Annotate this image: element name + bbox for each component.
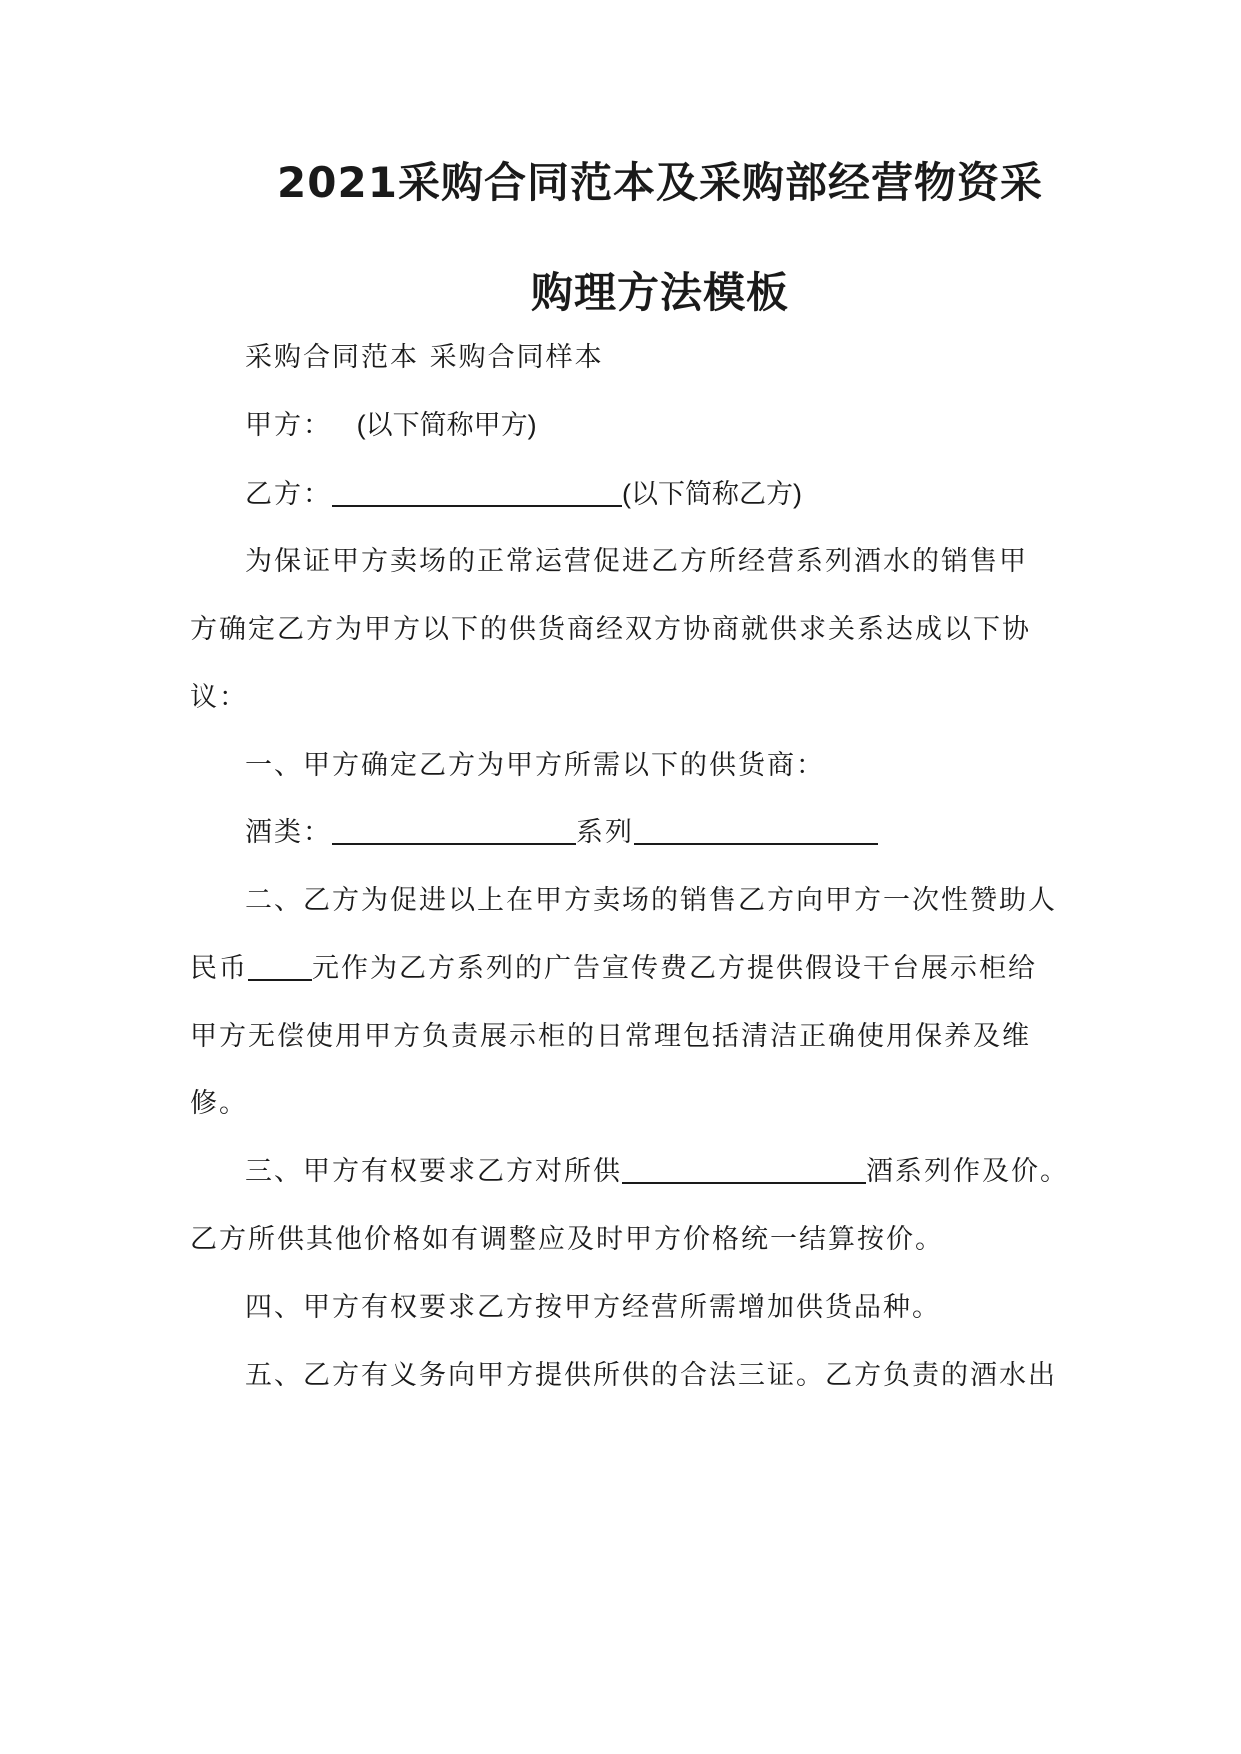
- subtitle: 采购合同范本 采购合同样本: [245, 342, 604, 373]
- clause-2-line-4: 修。: [190, 1088, 248, 1119]
- clause-3-line-2: 乙方所供其他价格如有调整应及时甲方价格统一结算按价。: [190, 1224, 944, 1255]
- party-b-suffix: (以下简称乙方): [622, 479, 802, 509]
- document-title-line-1: 2021采购合同范本及采购部经营物资采: [277, 158, 1043, 207]
- clause-2-line-1: 二、乙方为促进以上在甲方卖场的销售乙方向甲方一次性赞助人: [245, 885, 1057, 916]
- clause-3-line-1: [245, 1154, 1069, 1190]
- clause-5-line-1: 五、乙方有义务向甲方提供所供的合法三证。乙方负责的酒水出: [245, 1360, 1057, 1391]
- intro-line-2: 方确定乙方为甲方以下的供货商经双方协商就供求关系达成以下协: [190, 614, 1031, 645]
- wine-label: 酒类：: [245, 817, 332, 848]
- clause-2-line-3: 甲方无偿使用甲方负责展示柜的日常理包括清洁正确使用保养及维: [190, 1021, 1031, 1052]
- wine-blank: [332, 815, 576, 845]
- clause-3-line-1-suffix: 酒系列作及价。: [866, 1156, 1069, 1187]
- clause-2-line-2-suffix: 元作为乙方系列的广告宣传费乙方提供假设干台展示柜给: [312, 953, 1037, 984]
- product-blank: [622, 1154, 866, 1184]
- series-label: 系列: [576, 817, 634, 848]
- clause-1: 一、甲方确定乙方为甲方所需以下的供货商：: [245, 750, 825, 781]
- wine-line: [245, 815, 878, 851]
- party-a-line: [245, 407, 537, 444]
- party-a-label: 甲方：: [245, 410, 332, 441]
- party-a-suffix: (以下简称甲方): [356, 410, 537, 440]
- clause-4: 四、甲方有权要求乙方按甲方经营所需增加供货品种。: [245, 1292, 941, 1323]
- document-title-line-2: 购理方法模板: [530, 268, 789, 317]
- intro-line-3: 议：: [190, 682, 248, 713]
- clause-3-line-1-prefix: 三、甲方有权要求乙方对所供: [245, 1156, 622, 1187]
- intro-line-1: 为保证甲方卖场的正常运营促进乙方所经营系列酒水的销售甲: [245, 546, 1028, 577]
- series-blank: [634, 815, 878, 845]
- party-b-line: [245, 476, 802, 513]
- amount-blank: [248, 951, 312, 981]
- clause-2-line-2-prefix: 民币: [190, 953, 248, 984]
- party-b-label: 乙方：: [245, 479, 332, 510]
- party-b-blank: [332, 477, 622, 507]
- clause-2-line-2: [190, 951, 1037, 987]
